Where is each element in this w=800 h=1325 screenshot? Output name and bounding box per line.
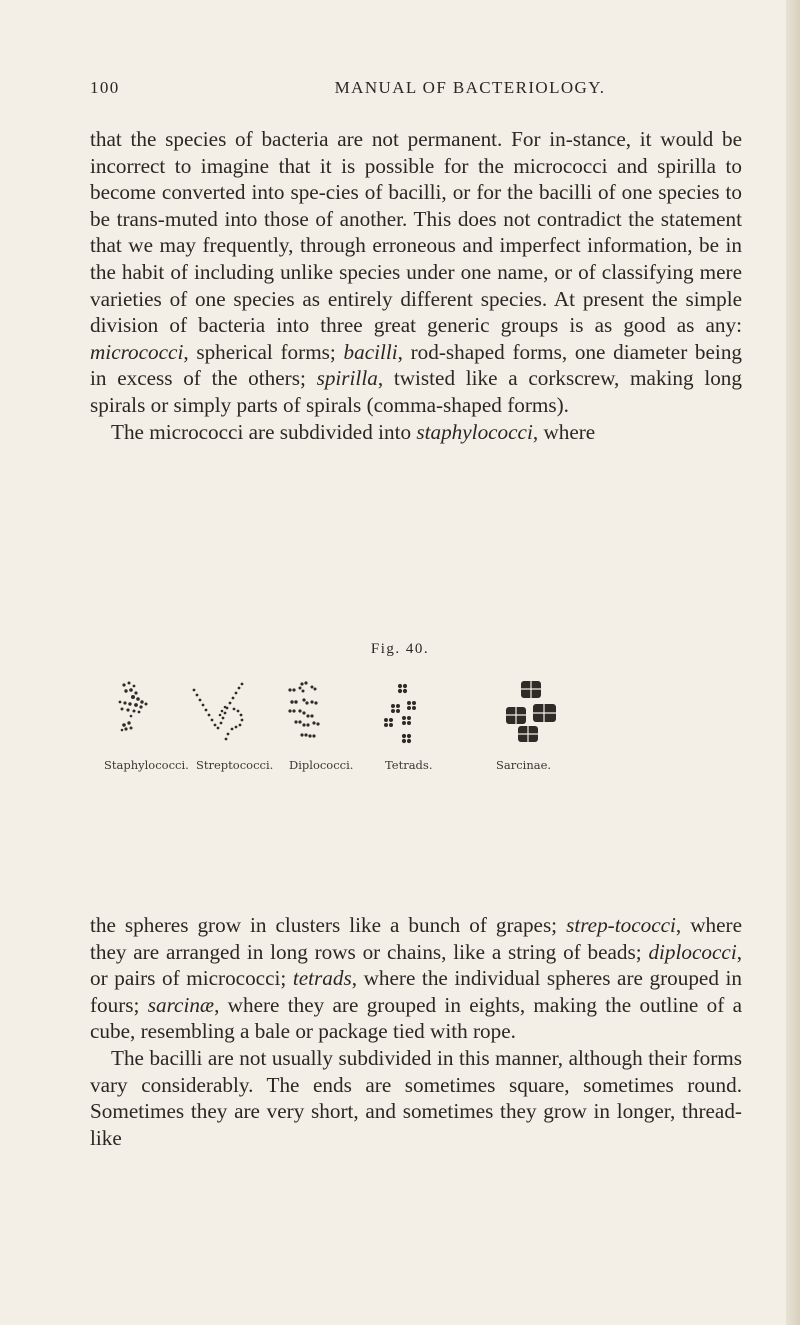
staphylococci-illustration: [112, 678, 156, 744]
paragraph: [90, 126, 742, 419]
text-run: , where they are grouped in eights, making the outline of a cube, resembling a bale or package tied with rope.: [90, 992, 742, 1044]
diplococci-illustration: [282, 678, 332, 744]
streptococci-illustration: [190, 678, 246, 744]
text-run: , where they are arranged in long rows or chains, like a string of beads;: [90, 913, 742, 964]
italic-term: strep-tococci: [566, 913, 676, 937]
text-run: , spherical forms;: [183, 339, 344, 364]
figure-caption: Fig. 40.: [370, 641, 430, 657]
text-run: that the species of bacteria are not permanent. For in-stance, it would be incorrect to imagine that it is possible for the micrococci and spirilla to become converted into spe-cies of bacilli, or for the bacilli of one species to be trans-muted into those of another. This does not contradict the statement that we may frequently, through erroneous and imperfect information, be in the habit of including unlike species under one name, or of classifying mere varieties of one species as entirely different species. At present the simple division of bacteria into three great generic groups is as good as any:: [90, 127, 742, 338]
text-run: , or pairs of micrococci;: [90, 939, 742, 991]
text-run: the spheres grow in clusters like a bunch of grapes;: [90, 913, 567, 937]
text-run: , where the individual spheres are grouped in fours;: [90, 966, 742, 1017]
page-number: 100: [90, 78, 120, 97]
text-block-upper: [90, 126, 742, 445]
running-title: MANUAL OF BACTERIOLOGY.: [334, 78, 606, 97]
tetrads-illustration: [378, 678, 428, 744]
italic-term: spirilla: [316, 366, 378, 391]
italic-term: tetrads: [292, 966, 352, 991]
label-staphylococci: Staphylococci.: [104, 758, 189, 772]
paragraph: [90, 1045, 742, 1151]
italic-term: micrococci: [90, 339, 184, 364]
text-run: , where: [532, 419, 596, 444]
text-run: , twisted like a corkscrew, making long spirals or simply parts of spirals (comma-shaped forms).: [90, 366, 742, 417]
text-block-lower: [90, 912, 742, 1151]
label-streptococci: Streptococci.: [196, 758, 274, 772]
page-edge: [786, 0, 800, 1325]
label-sarcinae: Sarcinae.: [496, 758, 552, 772]
italic-term: bacilli: [343, 339, 398, 364]
text-run: The micrococci are subdivided into: [111, 419, 417, 444]
label-diplococci: Diplococci.: [289, 758, 354, 772]
text-run: , rod-shaped forms, one diameter being in excess of the others;: [90, 339, 743, 391]
italic-term: staphylococci: [416, 419, 533, 444]
label-tetrads: Tetrads.: [385, 758, 433, 772]
text-run: The bacilli are not usually subdivided in this manner, although their forms vary considerably. The ends are sometimes square, sometimes round. Sometimes they are very short, and sometimes they grow in longer, thread-like: [90, 1045, 742, 1150]
italic-term: sarcinæ: [147, 992, 215, 1017]
paragraph: [90, 419, 742, 446]
sarcinae-illustration: [486, 678, 576, 744]
italic-term: diplococci: [648, 939, 737, 964]
paragraph: [90, 912, 742, 1045]
